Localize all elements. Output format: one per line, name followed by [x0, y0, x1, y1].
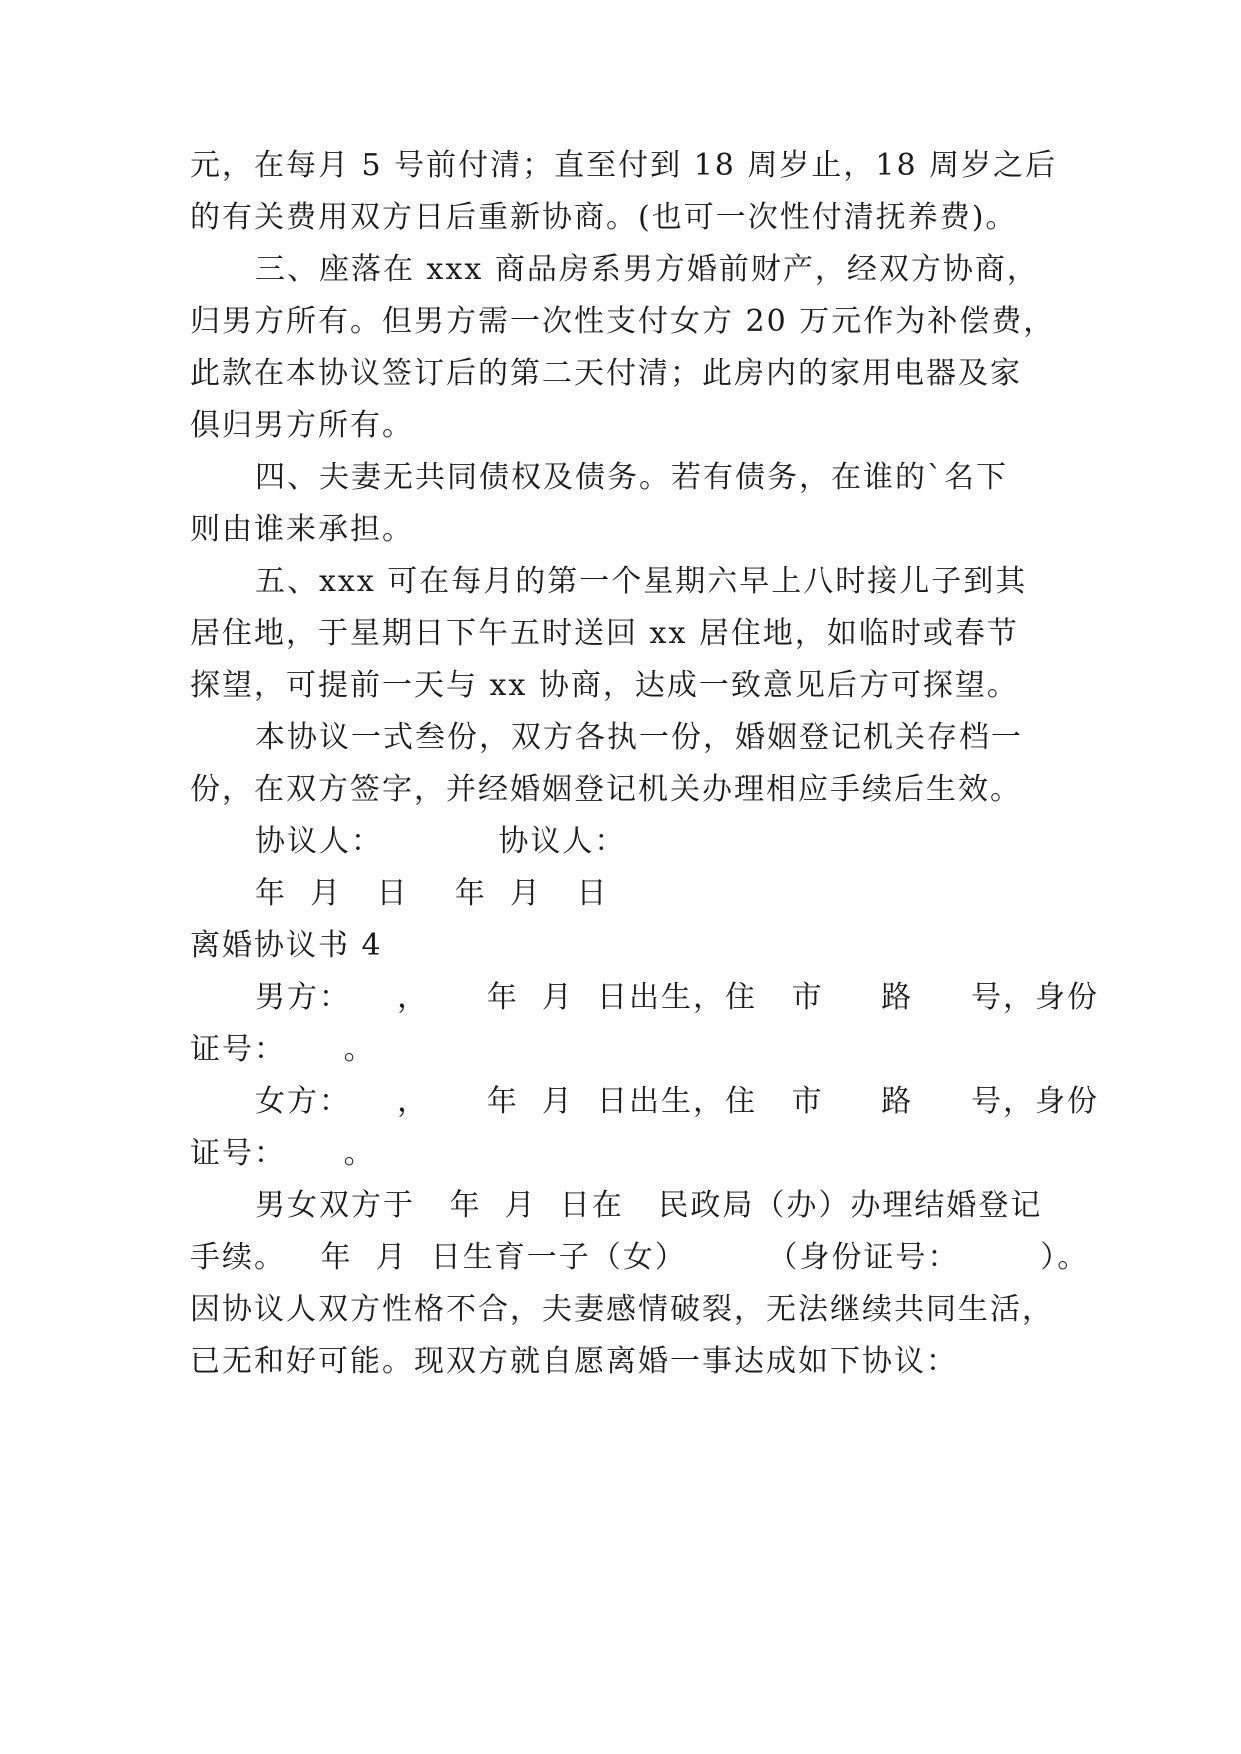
text-line: 探望，可提前一天与 xx 协商，达成一致意见后方可探望。 — [190, 668, 1019, 703]
text-line: 份，在双方签字，并经婚姻登记机关办理相应手续后生效。 — [190, 772, 1022, 807]
text-line: 男方： ， 年 月 日出生，住 市 路 号，身份 — [255, 980, 1099, 1015]
text-line: 此款在本协议签订后的第二天付清；此房内的家用电器及家 — [190, 356, 1022, 391]
text-line: 男女双方于 年 月 日在 民政局（办）办理结婚登记 — [255, 1188, 1043, 1223]
text-line: 因协议人双方性格不合，夫妻感情破裂，无法继续共同生活， — [190, 1292, 1054, 1327]
text-line: 本协议一式叁份，双方各执一份，婚姻登记机关存档一 — [255, 720, 1023, 755]
text-line: 元，在每月 5 号前付清；直至付到 18 周岁止，18 周岁之后 — [190, 148, 1058, 183]
text-line: 则由谁来承担。 — [190, 512, 414, 547]
text-line: 女方： ， 年 月 日出生，住 市 路 号，身份 — [255, 1084, 1099, 1119]
text-line: 证号： 。 — [190, 1136, 376, 1171]
section-title: 离婚协议书 4 — [190, 928, 383, 963]
text-line: 证号： 。 — [190, 1032, 376, 1067]
text-line: 四、夫妻无共同债权及债务。若有债务，在谁的`名下 — [255, 460, 1008, 495]
text-line: 五、xxx 可在每月的第一个星期六早上八时接儿子到其 — [255, 564, 1028, 599]
text-line: 三、座落在 xxx 商品房系男方婚前财产，经双方协商， — [255, 252, 1039, 287]
date-line: 年 月 日 年 月 日 — [255, 876, 609, 911]
text-line: 的有关费用双方日后重新协商。(也可一次性付清抚养费)。 — [190, 200, 1018, 235]
text-line: 已无和好可能。现双方就自愿离婚一事达成如下协议： — [190, 1344, 958, 1379]
signature-line: 协议人： 协议人： — [255, 824, 627, 859]
text-line: 俱归男方所有。 — [190, 408, 414, 443]
text-line: 手续。 年 月 日生育一子（女） （身份证号： ）。 — [190, 1240, 1090, 1275]
text-line: 归男方所有。但男方需一次性支付女方 20 万元作为补偿费， — [190, 304, 1056, 339]
text-line: 居住地，于星期日下午五时送回 xx 居住地，如临时或春节 — [190, 616, 1019, 651]
